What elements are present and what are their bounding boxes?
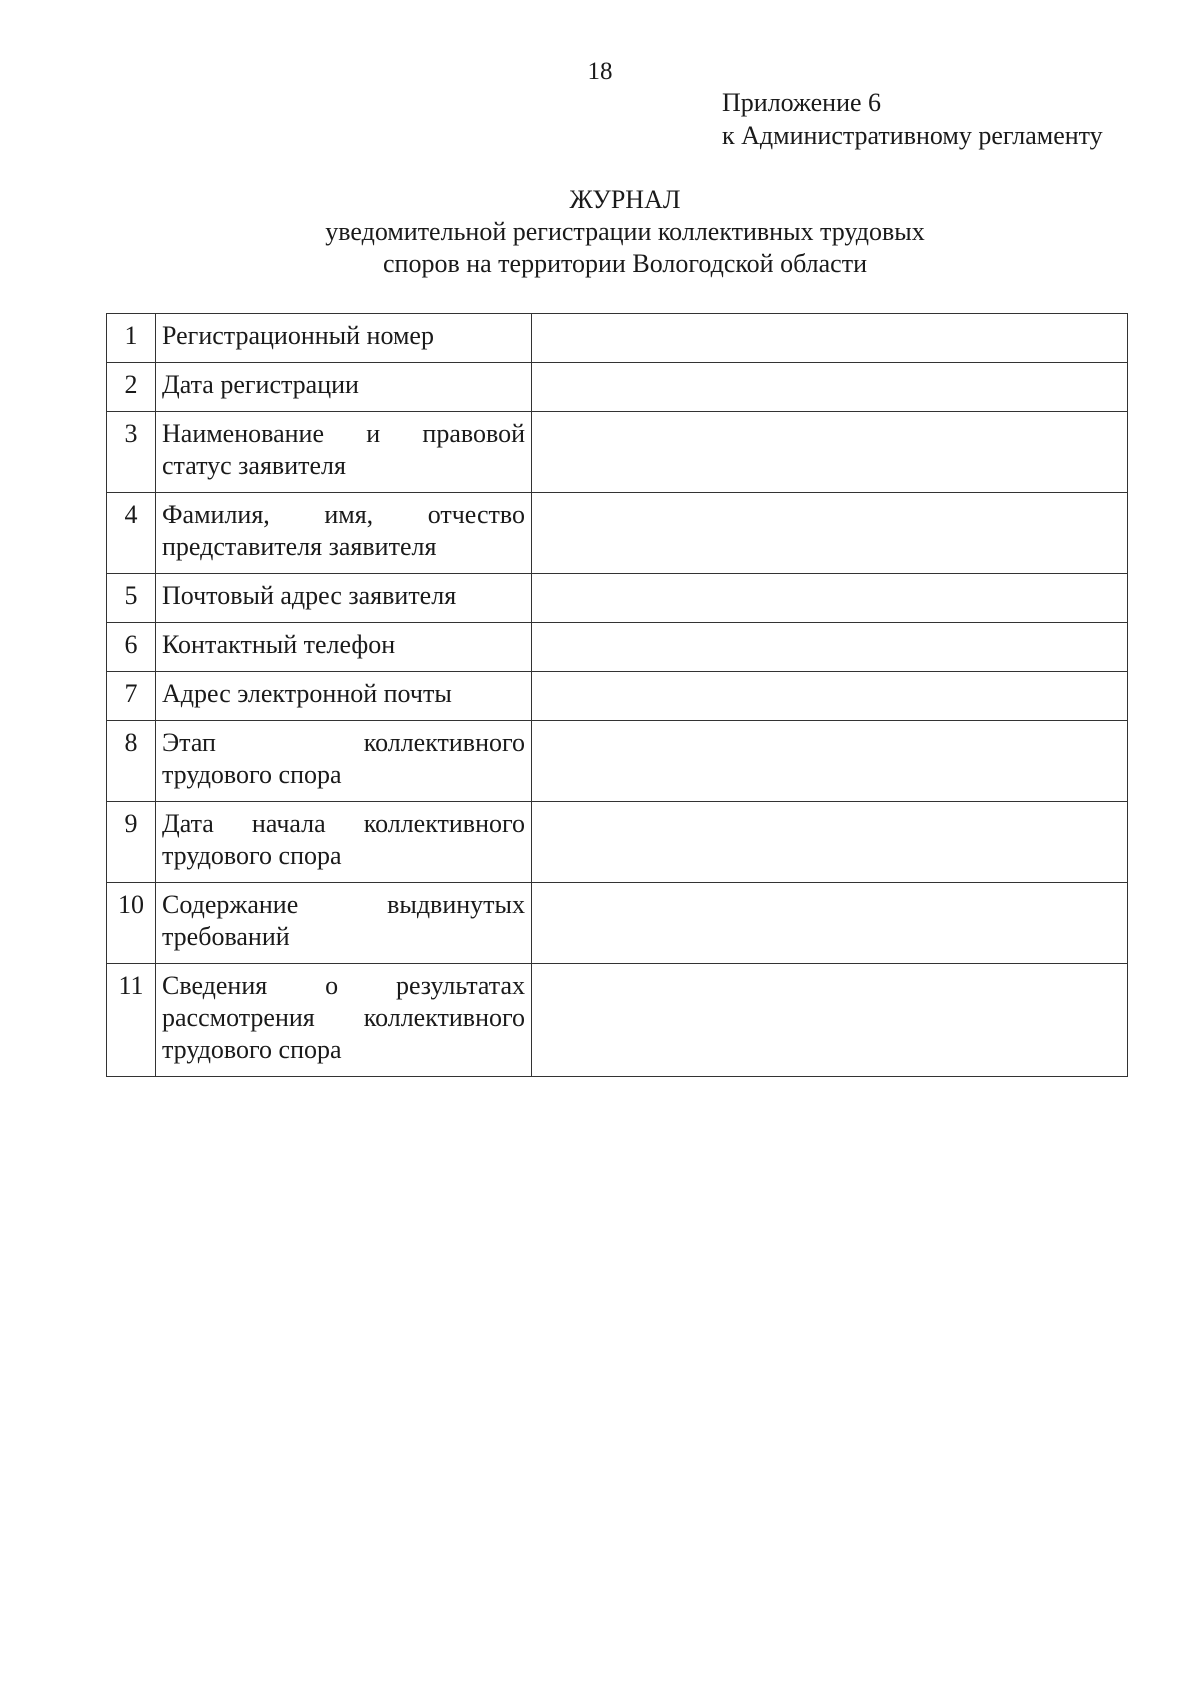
table-row [107,412,1128,493]
row-label [156,363,532,412]
table-row [107,363,1128,412]
table-row [107,493,1128,574]
row-label-line: требований [162,922,290,951]
table-row [107,623,1128,672]
row-value-cell [532,964,1128,1077]
row-label [156,493,532,574]
row-label [156,314,532,363]
row-label [156,802,532,883]
row-label-line: Этап коллективного [162,728,525,757]
journal-table [106,313,1128,1077]
row-label-line: трудового спора [162,760,342,789]
row-label-line: Наименование и правовой [162,419,525,448]
row-label [156,623,532,672]
table-row [107,883,1128,964]
row-label [156,964,532,1077]
title-line-3: споров на территории Вологодской области [383,249,867,278]
row-label [156,574,532,623]
row-value-cell [532,721,1128,802]
row-label-line: Сведения о результатах [162,971,525,1000]
row-number: 11 [107,964,156,1077]
table-row [107,802,1128,883]
row-label [156,883,532,964]
title-line-2: уведомительной регистрации коллективных трудовых [325,217,925,246]
title-line-1: ЖУРНАЛ [569,185,681,214]
document-title [200,184,1050,280]
row-number: 6 [107,623,156,672]
row-label-line: трудового спора [162,841,342,870]
row-value-cell [532,363,1128,412]
row-label [156,412,532,493]
table-row [107,574,1128,623]
row-label-line: Дата начала коллективного [162,809,525,838]
row-number: 4 [107,493,156,574]
row-number: 10 [107,883,156,964]
table-row [107,721,1128,802]
row-label-line: Контактный телефон [162,630,396,659]
row-value-cell [532,574,1128,623]
row-number: 8 [107,721,156,802]
row-label-line: статус заявителя [162,451,346,480]
page-number: 18 [587,58,613,85]
row-number: 5 [107,574,156,623]
row-label-line: рассмотрения коллективного [162,1003,525,1032]
row-label-line: Регистрационный номер [162,321,434,350]
row-label-line: представителя заявителя [162,532,437,561]
table-row [107,314,1128,363]
row-number: 7 [107,672,156,721]
row-number: 2 [107,363,156,412]
row-value-cell [532,802,1128,883]
appendix-line-1: Приложение 6 [722,88,882,117]
appendix-line-2: к Административному регламенту [722,121,1103,150]
row-value-cell [532,883,1128,964]
row-label [156,721,532,802]
table-row [107,964,1128,1077]
table-row [107,672,1128,721]
row-number: 1 [107,314,156,363]
row-label-line: Содержание выдвинутых [162,890,525,919]
row-value-cell [532,623,1128,672]
row-value-cell [532,314,1128,363]
row-label-line: Фамилия, имя, отчество [162,500,525,529]
row-label [156,672,532,721]
row-label-line: Почтовый адрес заявителя [162,581,457,610]
row-number: 9 [107,802,156,883]
row-value-cell [532,412,1128,493]
row-value-cell [532,672,1128,721]
row-label-line: Дата регистрации [162,370,359,399]
row-value-cell [532,493,1128,574]
row-label-line: Адрес электронной почты [162,679,452,708]
row-label-line: трудового спора [162,1035,342,1064]
row-number: 3 [107,412,156,493]
appendix-reference [722,86,1103,152]
